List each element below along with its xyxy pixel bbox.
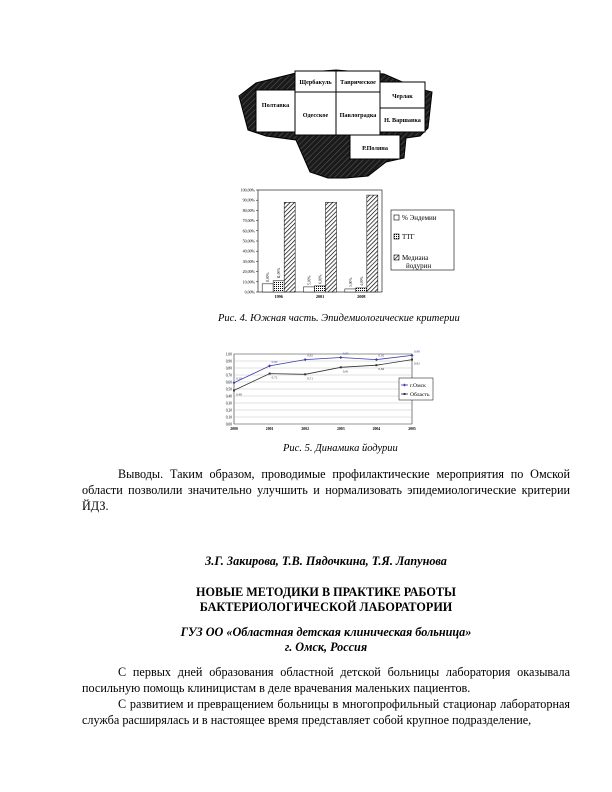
y-tick-label: 100,00% [240,187,255,193]
y-tick-label: 90,00% [242,197,255,203]
y-tick-label: 0,30 [225,401,232,406]
point-data-label: 0,95 [342,351,349,356]
legend-label-endemia: % Эндемии [402,214,437,222]
article-title: НОВЫЕ МЕТОДИКИ В ПРАКТИКЕ РАБОТЫ БАКТЕРИОЛОГИЧЕСКОЙ ЛАБОРАТОРИИ [196,585,456,614]
y-tick-label: 0,50 [225,387,232,392]
legend-label-median: Медиана йодурин [402,254,432,270]
y-tick-label: 60,00% [242,228,255,234]
point-data-label: 0,71 [307,376,313,381]
article-paragraph-1: С первых дней образования областной детской больницы лаборатория оказывала посильную помощь клиницистам в деле врачевания маленьких пациентов. [82,665,570,695]
bar-0-1996 [262,284,273,292]
x-tick-label: 2001 [315,294,325,299]
bar-chart-legend [391,210,454,270]
point-data-label: 0,81 [342,369,349,374]
y-tick-label: 0,10 [225,415,232,420]
point-data-label: 0,92 [307,353,313,358]
ioduria-dynamics-line-chart [224,346,434,432]
bar-2-2008 [367,195,378,292]
article-city: г. Омск, Россия [284,640,368,654]
point-data-label: 0,72 [271,375,278,380]
x-tick-label: 2003 [337,427,345,431]
y-tick-label: 0,90 [225,359,232,364]
bar-data-label: 6,00% [318,274,323,284]
series-point-oblast [375,364,377,366]
map-label-odesskoe: Одесское [302,112,329,119]
y-tick-label: 0,70 [225,373,232,378]
y-tick-label: 0,80 [225,366,232,371]
bar-2-1996 [284,202,295,292]
x-tick-label: 2008 [357,294,366,299]
y-tick-label: 80,00% [242,207,255,213]
bar-1-2001 [315,286,326,292]
map-region-poltavka [256,90,295,132]
y-tick-label: 20,00% [242,269,255,275]
conclusion-paragraph: Выводы. Таким образом, проводимые профилактические мероприятия по Омской области позволили значительно улучшить и нормализовать эпидемиологические критерии ЙДЗ. [82,467,570,513]
y-tick-label: 0,20 [225,408,232,413]
map-label-tavricheskoe: Таврическое [340,79,376,86]
x-tick-label: 1996 [274,294,283,299]
y-tick-label: 0,00 [225,422,232,427]
map-label-poltavka: Полтавка [261,102,290,109]
series-point-oblast [269,373,271,375]
map-label-shcherbakul: Щербакуль [299,79,332,86]
y-tick-label: 40,00% [242,248,255,254]
y-tick-label: 0,00% [244,289,255,295]
legend-swatch-median [394,255,399,260]
legend-label-omsk: г.Омск [410,383,426,389]
series-point-oblast [233,389,235,391]
bar-data-label: 11,00% [277,267,282,279]
series-point-oblast [340,366,342,368]
legend-label-ttg: ТТГ [402,233,415,241]
point-data-label: 0,59 [236,376,242,381]
map-label-cherlak: Черлак [392,93,413,100]
bar-1-2008 [356,288,367,292]
point-data-label: 0,84 [378,367,385,372]
legend-label-oblast: Область [410,392,430,398]
bar-0-2008 [345,289,356,292]
article-affiliation: ГУЗ ОО «Областная детская клиническая больница» [180,625,472,639]
y-tick-label: 10,00% [242,279,255,285]
legend-marker-oblast [404,393,406,395]
y-tick-label: 50,00% [242,238,255,244]
map-figure [236,66,436,182]
x-tick-label: 2002 [301,427,309,431]
bar-data-label: 5,00% [307,275,312,285]
point-data-label: 0,92 [414,361,420,366]
y-tick-label: 30,00% [242,258,255,264]
map-label-r-polyana: Р.Поляна [362,145,388,152]
legend-swatch-ttg [394,234,399,239]
bar-0-2001 [304,287,315,292]
bar-data-label: 8,00% [266,272,271,282]
y-tick-label: 0,60 [225,380,232,385]
bar-chart-plot-area [241,188,382,300]
map-label-n-varshavka: Н. Варшавка [384,117,421,124]
x-tick-label: 2005 [408,427,416,431]
figure-5-caption: Рис. 5. Динамика йодурии [283,443,398,454]
epidemiological-criteria-bar-chart [236,184,456,304]
figure-4-caption: Рис. 4. Южная часть. Эпидемиологические критерии [218,313,460,324]
bar-data-label: 4,00% [359,276,364,286]
point-data-label: 0,83 [271,359,278,364]
line-chart-legend [399,378,433,400]
point-data-label: 0,92 [378,353,385,358]
series-point-oblast [304,373,306,375]
map-label-pavlogradka: Павлоградка [339,112,377,119]
article-authors: З.Г. Закирова, Т.В. Пядочкина, Т.Я. Лапунова [205,554,447,568]
y-tick-label: 1,00 [225,352,232,357]
y-tick-label: 70,00% [242,218,255,224]
line-chart-plot-area [226,349,420,431]
x-tick-label: 2004 [372,427,381,431]
legend-swatch-endemia [394,215,399,220]
point-data-label: 0,98 [414,349,420,354]
bar-data-label: 3,00% [348,277,353,287]
bar-2-2001 [326,202,337,292]
y-tick-label: 0,40 [225,394,232,399]
x-tick-label: 2000 [230,427,238,431]
point-data-label: 0,48 [236,392,242,397]
bar-1-1996 [273,281,284,292]
x-tick-label: 2001 [265,427,274,431]
article-paragraph-2: С развитием и превращением больницы в многопрофильный стационар лабораторная служба расширялась и в настоящее время представляет собой крупное подразделение, [82,697,570,727]
series-point-oblast [411,359,413,361]
